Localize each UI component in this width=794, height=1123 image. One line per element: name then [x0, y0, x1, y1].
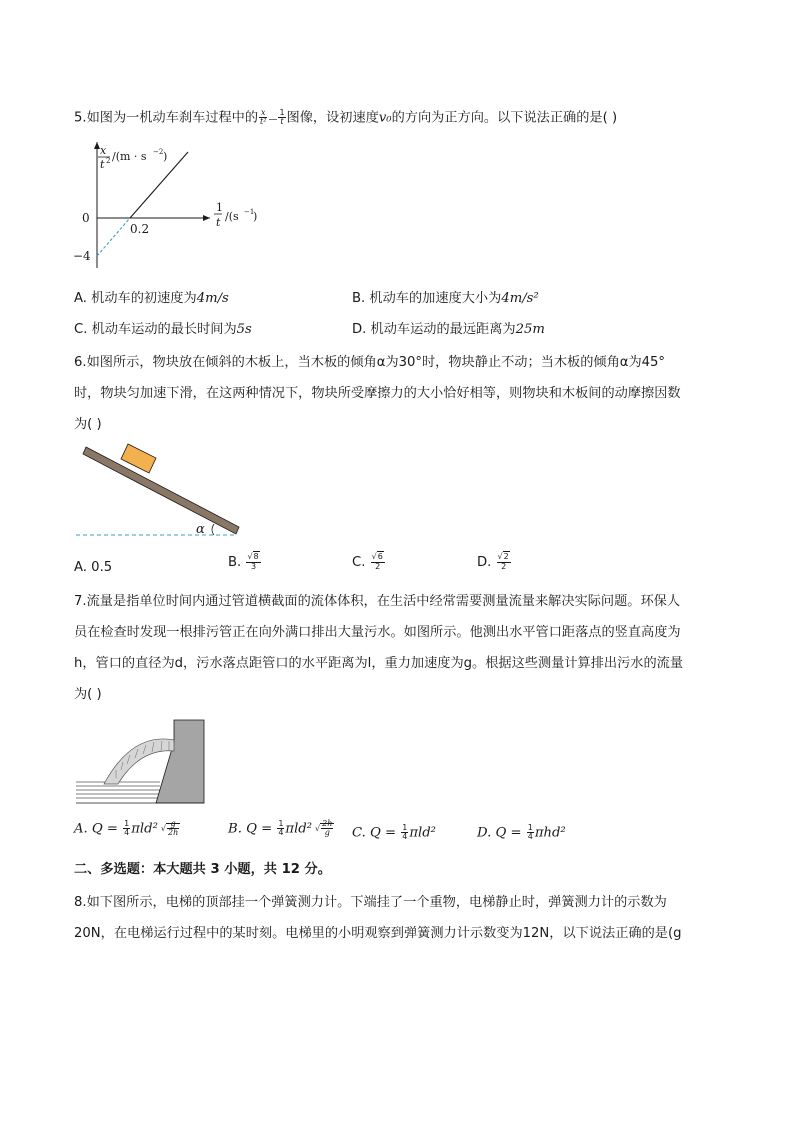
q6-stem-line3: 为( ) [74, 417, 102, 432]
section-heading-multiple-choice: 二、多选题：本大题共 3 小题，共 12 分。 [74, 862, 331, 877]
q5-option-b[interactable]: B. 机动车的加速度大小为4m/s² [352, 291, 539, 306]
x-label-close: ) [253, 210, 258, 223]
fraction-x-over-t2: $\frac{x}{\text{t²}}$ [260, 108, 267, 126]
x-label-unit: /(s [225, 210, 239, 223]
x-intercept-label: 0.2 [130, 222, 150, 236]
x-label-num: 1 [216, 201, 223, 214]
q8-stem-line1: 8.如下图所示，电梯的顶部挂一个弹簧测力计。下端挂了一个重物，电梯静止时，弹簧测力计的示数为 [74, 895, 667, 910]
q5-option-c[interactable]: C. 机动车运动的最长时间为5s [74, 322, 252, 337]
q7-stem-line3: h，管口的直径为d，污水落点距管口的水平距离为l，重力加速度为g。根据这些测量计算排出污水的流量 [74, 656, 684, 671]
q5-option-a[interactable]: A. 机动车的初速度为4m/s [74, 291, 229, 306]
wall [156, 720, 204, 803]
q7-option-a[interactable]: A. Q = $\frac{1}{4}$ πld² √ $\frac{g}{2h}$ [74, 819, 179, 837]
y-label-den: t [100, 158, 105, 171]
angle-label: α [196, 522, 205, 537]
y-label-unit: /(m · s [112, 150, 147, 163]
water-surface [76, 782, 160, 798]
x-label-den: t [216, 216, 221, 229]
q6-incline-figure [74, 440, 249, 540]
q5-stem: 5.如图为一机动车刹车过程中的 $\frac{x}{\text{t²}}$ — $\frac{1}{t}$ 图像，设初速度v₀的方向为正方向。以下说法正确的是( ) [74, 108, 618, 126]
q6-option-a[interactable]: A. 0.5 [74, 560, 113, 575]
x-label-unit-exp: −1 [244, 208, 255, 216]
q7-option-c[interactable]: C. Q = $\frac{1}{4}$ πld² [352, 823, 436, 841]
q8-stem-line2: 20N，在电梯运行过程中的某时刻。电梯里的小明观察到弹簧测力计示数变为12N，以下说法正确的是(g [74, 926, 682, 941]
q6-option-c[interactable]: C. $\frac{√6}{2}$ [352, 552, 383, 571]
origin-label: 0 [82, 211, 90, 225]
q7-option-d[interactable]: D. Q = $\frac{1}{4}$ πhd² [477, 823, 566, 841]
angle-arc [212, 524, 214, 535]
y-label-unit-exp: −2 [153, 148, 164, 156]
y-label-close: ) [163, 150, 168, 163]
q6-stem-line2: 时，物块匀加速下滑，在这两种情况下，物块所受摩擦力的大小恰好相等，则物块和木板间的动摩擦因数 [74, 386, 681, 401]
q7-stem-line2: 员在检查时发现一根排污管正在向外满口排出大量污水。如图所示。他测出水平管口距落点的竖直高度为 [74, 625, 681, 640]
y-intercept-label: −4 [73, 249, 91, 263]
y-label-den-exp: 2 [106, 157, 111, 165]
q7-stem-line1: 7.流量是指单位时间内通过管道横截面的流体体积，在生活中经常需要测量流量来解决实际问题。环保人 [74, 594, 681, 609]
q7-pipe-figure [74, 718, 209, 806]
q5-graph [70, 138, 270, 273]
q7-option-b[interactable]: B. Q = $\frac{1}{4}$ πld² √ $\frac{2h}{g}$ [228, 819, 333, 837]
q6-option-d[interactable]: D. $\frac{√2}{2}$ [477, 552, 509, 571]
y-label-num: x [100, 144, 107, 157]
q5-option-d[interactable]: D. 机动车运动的最远距离为25m [352, 322, 545, 337]
q6-stem-line1: 6.如图所示，物块放在倾斜的木板上，当木板的倾角α为30°时，物块静止不动；当木板的倾角α为45° [74, 355, 666, 370]
dashed-extension [97, 218, 130, 256]
inclined-board [83, 447, 239, 534]
q6-option-b[interactable]: B. $\frac{√8}{3}$ [228, 552, 259, 571]
fraction-one-over-t: $\frac{1}{t}$ [279, 108, 285, 126]
q7-stem-line4: 为( ) [74, 687, 102, 702]
